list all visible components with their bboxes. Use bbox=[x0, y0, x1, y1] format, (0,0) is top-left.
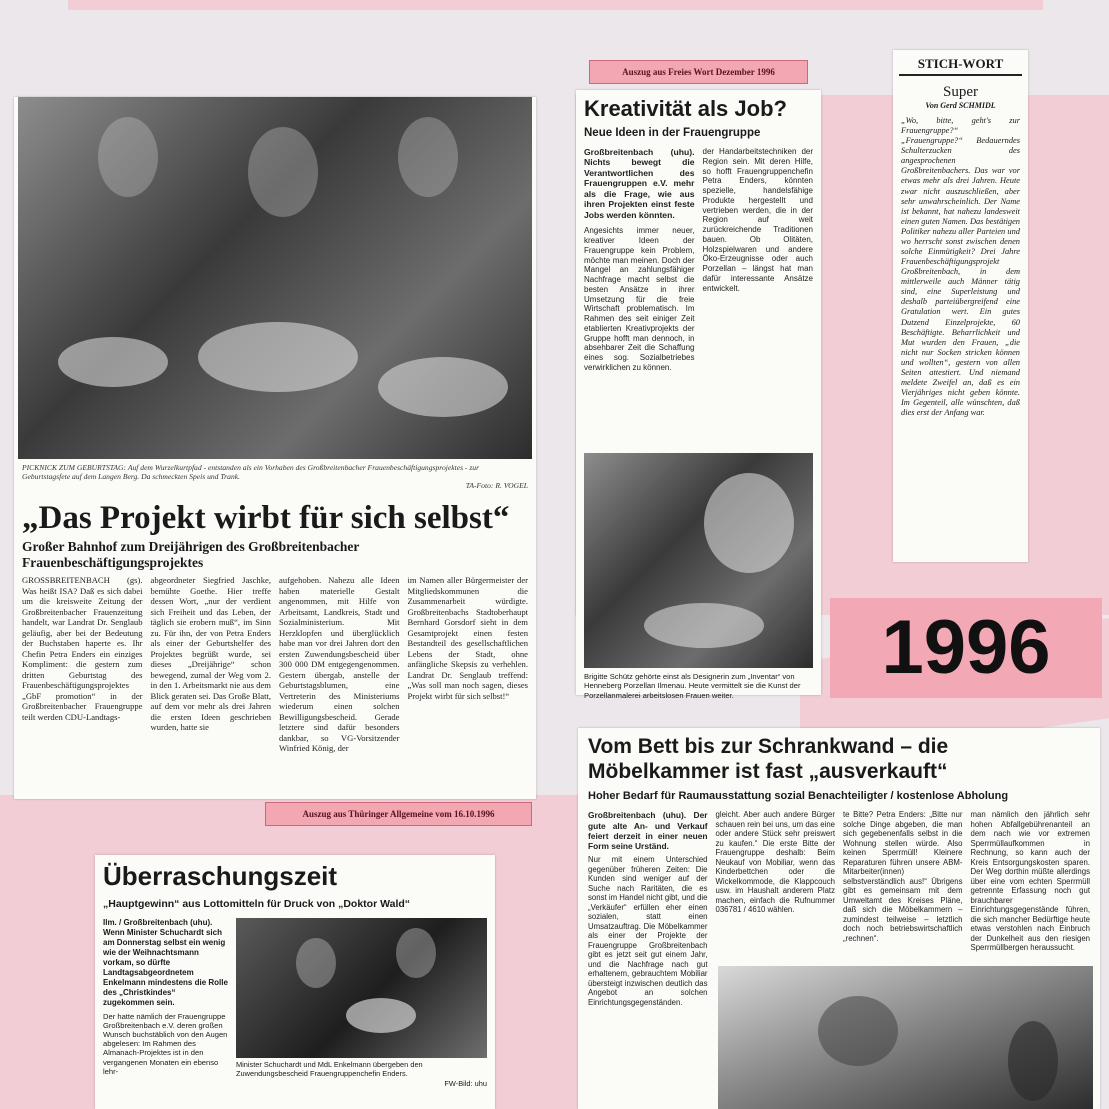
pink-strip-top bbox=[68, 0, 1043, 10]
article-moebelkammer bbox=[578, 728, 1100, 1109]
stichwort-column bbox=[893, 50, 1028, 562]
moebelkammer-col-2: gleicht. Aber auch andere Bürger schauen rein bei uns, um das eine oder andere Stück sehr preiswert zu kaufen.“ Die erste Bitte der Frauengruppe deshalb: Beim Neukauf von Mobiliar, wenn das Kinderbettchen oder die Wickelkommode, die Klappcouch usw. im Haushalt anderem Platz machen, einfach die Rufnummer 036781 / 4610 wählen. bbox=[715, 810, 835, 915]
picnic-photo bbox=[18, 97, 532, 459]
subheadline-ueberraschungszeit: „Hauptgewinn“ aus Lottomitteln für Druck von „Doktor Wald“ bbox=[103, 898, 411, 910]
stichwort-label: STICH-WORT bbox=[899, 54, 1022, 76]
stichwort-title: Super bbox=[943, 84, 978, 100]
moebelkammer-lead: Großbreitenbach (uhu). Der gute alte An- und Verkauf feiert derzeit in einer neuen Form seine Urständ. bbox=[588, 810, 708, 852]
source-tag-thueringer: Auszug aus Thüringer Allgemeine vom 16.10.1996 bbox=[265, 802, 532, 826]
subheadline-kreativitaet: Neue Ideen in der Frauengruppe bbox=[584, 127, 761, 139]
minister-photo-caption: Minister Schuchardt und MdL Enkelmann übergeben den Zuwendungsbescheid Frauengruppenchefin Enders. bbox=[236, 1060, 423, 1078]
moebelkammer-col-4: man nämlich den jährlich sehr hohen Abfallgebührenanteil an dem nach wie vor extremen Sperrmüllaufkommen in Rechnung, so kann auch der Kreis Entsorgungskosten sparen. Der Weg dorthin müßte allerdings über eine vom echten Sperrmüll getrennte Erfassung noch gut brauchbarer Einrichtungsgegenstände führen, die sich mancher Bedürftige heute etwas verstohlen nach Einbruch der Dunkelheit aus den riesigen Sperrmüllbergen heraussucht. bbox=[970, 810, 1090, 953]
moebelkammer-col-1: Nur mit einem Unterschied gegenüber früheren Zeiten: Die Kunden sind weniger auf der Suche nach Raritäten, die es sonst im Handel nicht gibt, und die „Verkäufer“ erfüllen eher einen sozialen, statt einen Umsatzauftrag. Die Möbelkammer als einer der Projekte der Frauengruppe Großbreitenbach gibt es jetzt seit gut einem Jahr, und die Nachfrage nach gut erhaltenem, gebrauchtem Mobiliar übersteigt inzwischen deutlich das Angebot an solchen Einrichtungsgegenständen. bbox=[588, 855, 708, 1007]
kreativitaet-col-2: der Handarbeitstechniken der Region sein. Mit deren Hilfe, so hofft Frauengruppenchefin Petra Enders, könnten spezielle, handelsfähige Produkte hergestellt und vertrieben werden, die in der Region auf weit zurückreichende Traditionen bauen. Ob Olitäten, Holzspielwaren und andere Öko-Erzeugnisse oder auch Porzellan – längst hat man dafür interessante Ansätze entwickelt. bbox=[702, 147, 813, 293]
moebelkammer-col-3: te Bitte? Petra Enders: „Bitte nur solche Dinge abgeben, die man sich gegebenenfalls selbst in die Wohnung stellen würde. Also keinen Sperrmüll! Kleinere Reparaturen führen unsere ABM-Mitarbeiter(innen) selbstverständlich aus!“ Übrigens gibt es gemeinsam mit dem Umweltamt des Kreises Pläne, daß sich die Möbelkammern – zumindest teilweise – letztlich doch noch betriebswirtschaftlich „rechnen“. bbox=[843, 810, 963, 943]
article-projekt-col-3: aufgehoben. Nahezu alle Ideen haben materielle Gestalt angenommen, mit Hilfe von Arbeitsamt, Landkreis, Stadt und Sozialministerium. Mit Herzklopfen und überglücklich habe man vor drei Jahren dort den ersten Zuwendungsbescheid über 300 000 DM entgegengenommen. Gestern übergab, anstelle der Geburtstagsblumen, eine Vertreterin des Ministeriums wiederum einen solchen Bewilligungsbescheid. Gerade letztere sind dafür besonders dankbar, so VG-Vorsitzender Winfried König, der bbox=[279, 575, 400, 754]
furniture-van-photo bbox=[718, 966, 1093, 1109]
subheadline-moebelkammer: Hoher Bedarf für Raumausstattung sozial Benachteiligter / kostenlose Abholung bbox=[588, 790, 1009, 803]
subheadline-projekt: Großer Bahnhof zum Dreijährigen des Großbreitenbacher Frauenbeschäftigungsprojektes bbox=[22, 539, 360, 571]
ueberraschungszeit-body: Der hatte nämlich der Frauengruppe Großbreitenbach e.V. deren großen Wunsch buchstäblich von den Augen abgelesen: Im Rahmen des Almanach-Projektes ist in den vergangenen Monaten ein ebenso lehr- bbox=[103, 1012, 228, 1076]
picnic-photo-caption: PICKNICK ZUM GEBURTSTAG: Auf dem Wurzelkurtpfad - entstanden als ein Vorhaben des Großbreitenbacher Frauenbeschäftigungsprojektes - zur Geburtstagsfete auf dem Langen Berg. Da schmeckten Speis und Trank. bbox=[22, 463, 480, 482]
article-projekt-col-2: abgeordneter Siegfried Jaschke, bemühte Goethe. Hier treffe dessen Wort, „nur der verdient sich Freiheit und das Leben, der täglich sie erobern muß“, im Sinn zu. Für ihn, der von Petra Enders als einer der Geburtshelfer des Projektes begrüßt wurde, sei dieses „Dreijährige“ schon bewegend, zumal der Weg vom 2. in den 1. Arbeitsmarkt nie aus dem Blick geraten sei. Das Große Blatt, auf dem vor mehr als drei Jahren die ersten Ideen geschrieben wurden, hatte sie bbox=[150, 575, 271, 733]
article-projekt-col-1: GROSSBREITENBACH (gs). Was heißt ISA? Daß es sich dabei um die kreisweite Zeitung der Großbreitenbacher Frauenzeitung handelt, war Landrat Dr. Senglaub geläufig, aber bei der Bedeutung der Buchstaben haperte es. Ihr Chefin Petra Enders ein einziges Kompliment: die gestern zum dritten Geburtstag des Frauenbeschäftigungsprojektes „GbF promotion“ in der Großbreitenbacher Frauengruppe teilt werden CDU-Landtags- bbox=[22, 575, 143, 722]
stichwort-text: „Wo, bitte, geht's zur Frauengruppe?“ „Frauengruppe?“ Bedauerndes Schulterzucken des angesprochenen Großbreitenbachers. Das war vor etwas mehr als drei Jahren. Heute zwar nicht auszuschließen, aber sehr unwahrscheinlich. Der Name ist bekannt, hat nahezu landesweit einen guten Namen. Das bestätigen Politiker nahezu aller Parteien und wo herrscht sonst zwischen denen solche Einmütigkeit? Drei Jahre Frauenbeschäftigungsprojekt Großbreitenbach, in dem mittlerweile auch Männer tätig sind, eine Superleistung und deshalb parteiübergreifend eine Gratulation wert. Ein gutes Dutzend Einzelprojekte, 60 Beschäftigte. Beharrlichkeit und Mut wurden den Frauen, „die nicht nur Socken stricken können und wollten“, gestern von allen Seiten attestiert. Und niemand meldete Zweifel an, daß es ein Vierjähriges nicht geben könnte. Im Gegenteil, alle wünschten, daß dies erst der Anfang war. bbox=[901, 116, 1020, 418]
stichwort-author: Von Gerd SCHMIDL bbox=[925, 101, 996, 110]
article-projekt-col-4: im Namen aller Bürgermeister der Mitgliedskommunen die Zusammenarbeit würdigte. Großbreitenbachs Stadtoberhaupt Bernhard Gorsdorf sieht in dem Gesamtprojekt einen festen Bestandteil des gesellschaftlichen Lebens der Stadt, ohne anfängliche Skepsis zu verhehlen. Landrat Dr. Senglaub treffend: „Was soll man noch sagen, dieses Projekt wirbt für sich selbst!“ bbox=[407, 575, 528, 701]
kreativitaet-col-1: Angesichts immer neuer, kreativer Ideen der Frauengruppe kein Problem, möchte man meinen. Doch der Mangel an zahlungsfähiger Nachfrage macht selbst die besten Ansätze in ihrer Umsetzung für die freie Wirtschaft problematisch. Im Rahmen des seit einiger Zeit etablierten Kreativprojekts der Gruppe hofft man dennoch, in absehbarer Zeit die Schaffung eines sog. Sozialbetriebes verwirklichen zu können. bbox=[584, 226, 695, 372]
picnic-photo-credit: TA-Foto: R. VOGEL bbox=[465, 481, 528, 491]
headline-moebelkammer: Vom Bett bis zur Schrankwand – die Möbelkammer ist fast „ausverkauft“ bbox=[588, 735, 949, 784]
source-tag-freies-wort: Auszug aus Freies Wort Dezember 1996 bbox=[589, 60, 808, 84]
kreativitaet-lead: Großbreitenbach (uhu). Nichts bewegt die Verantwortlichen des Frauengruppen e.V. mehr als die Frage, wie aus ihren Projekten einst feste Jobs werden könnten. bbox=[584, 147, 695, 220]
article-kreativitaet bbox=[576, 90, 821, 700]
headline-projekt: „Das Projekt wirbt für sich selbst“ bbox=[22, 500, 510, 537]
headline-ueberraschungszeit: Überraschungszeit bbox=[103, 861, 338, 891]
article-ueberraschungszeit bbox=[95, 855, 495, 1109]
porcelain-photo-caption: Brigitte Schütz gehörte einst als Designerin zum „Inventar“ von Henneberg Porzellan Ilmenau. Heute vermittelt sie die Kunst der Porzellanmalerei arbeitslosen Frauen weiter. bbox=[584, 672, 801, 700]
article-projekt bbox=[14, 97, 536, 799]
headline-kreativitaet: Kreativität als Job? bbox=[584, 96, 787, 121]
porcelain-painter-photo bbox=[584, 453, 813, 668]
minister-photo-credit: FW-Bild: uhu bbox=[444, 1078, 487, 1088]
minister-handover-photo bbox=[236, 918, 487, 1058]
ueberraschungszeit-lead: Ilm. / Großbreitenbach (uhu). Wenn Minister Schuchardt sich am Donnerstag selbst ein wenig wie der Weihnachtsmann vorkam, so dürfte Landtagsabgeordnetem Enkelmann mindestens die Rolle des „Christkindes“ zugekommen sein. bbox=[103, 918, 228, 1007]
year-badge: 1996 bbox=[830, 598, 1102, 698]
